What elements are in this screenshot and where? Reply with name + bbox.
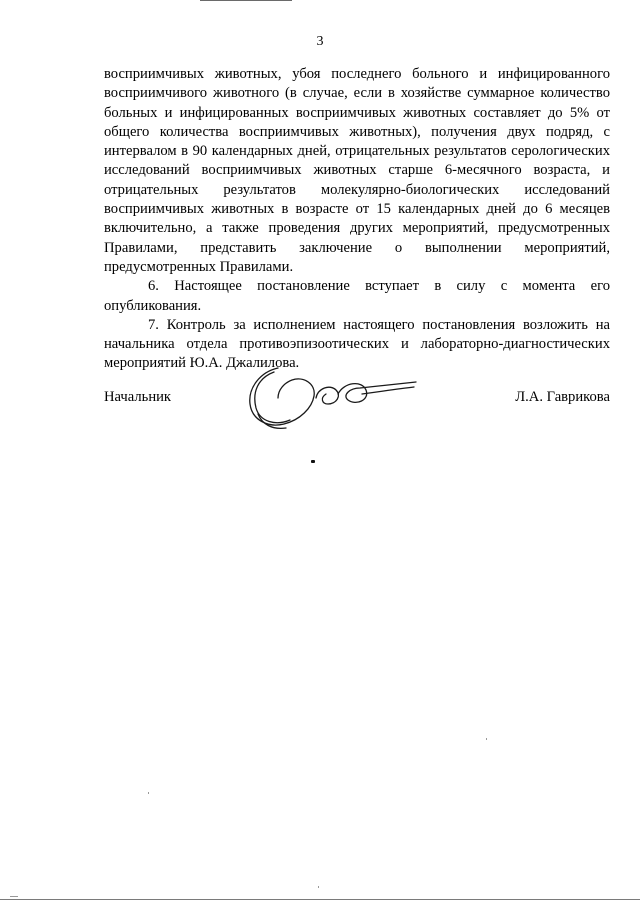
signatory-title: Начальник (104, 389, 172, 405)
page-number: 3 (316, 34, 324, 49)
signatory-name: Л.А. Гаврикова (515, 389, 610, 405)
scan-edge-line (200, 0, 292, 1)
paragraph-item-7: 7. Контроль за исполнением настоящего постановления возложить на начальника отдела противоэпизоотических и лабораторно-диагностических мероприятий Ю.А. Джалилова. (104, 316, 610, 372)
ink-dot (311, 460, 315, 463)
scan-speck (10, 896, 18, 897)
paragraph-item-6: 6. Настоящее постановление вступает в силу с момента его опубликования. (104, 278, 610, 314)
paragraph-continuation: восприимчивых животных, убоя последнего больного и инфицированного восприимчивого животного (в случае, если в хозяйстве суммарное количество больных и инфицированных восприимчивых животных составляет до 5% от общего количества восприимчивых животных), получения двух подряд, с интервалом в 90 календарных дней, отрицательных результатов серологических исследований восприимчивых животных старше 6-месячного возраста, и отрицательных результатов молекулярно-биологических исследований восприимчивых животных в возрасте от 15 календарных дней до 6 месяцев включительно, а также проведения других мероприятий, предусмотренных Правилами, представить заключение о выполнении мероприятий, предусмотренных Правилами. (104, 66, 610, 275)
scan-speck (486, 738, 487, 740)
scan-bottom-edge (0, 899, 640, 900)
scan-speck (148, 792, 149, 794)
document-body (104, 65, 610, 374)
handwritten-signature (238, 364, 428, 434)
scan-speck (318, 886, 319, 888)
